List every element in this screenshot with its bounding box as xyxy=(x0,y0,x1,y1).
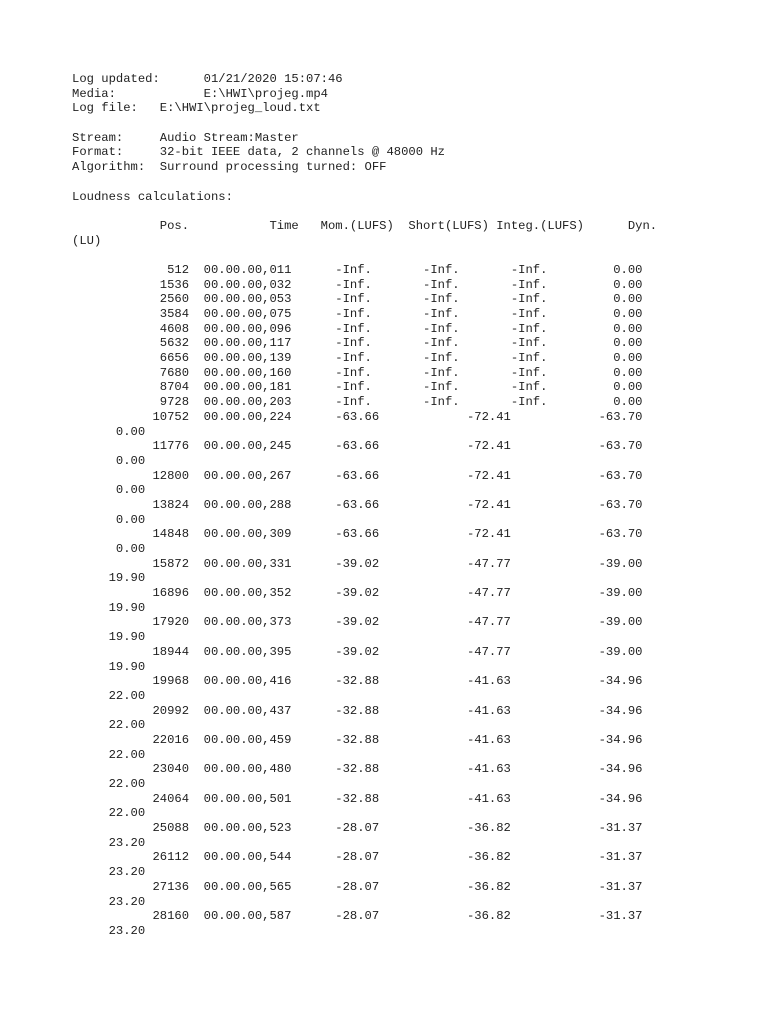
table-line-wrap: 0.00 xyxy=(72,483,146,498)
table-line: 9728 00.00.00,203 -Inf. -Inf. -Inf. 0.00 xyxy=(72,395,643,410)
table-line-wrap: 0.00 xyxy=(72,542,146,556)
table-line: 3584 00.00.00,075 -Inf. -Inf. -Inf. 0.00 xyxy=(72,307,643,321)
table-line-wrap: 19.90 xyxy=(72,630,146,645)
table-line-wrap: 23.20 xyxy=(72,835,146,850)
table-line: 28160 00.00.00,587 -28.07 -36.82 -31.37 xyxy=(72,909,643,924)
log-file-line: Log file: E:\HWI\projeg_loud.txt xyxy=(72,101,321,116)
table-line: 512 00.00.00,011 -Inf. -Inf. -Inf. 0.00 xyxy=(72,262,643,277)
table-line: 12800 00.00.00,267 -63.66 -72.41 -63.70 xyxy=(72,468,643,483)
log-document xyxy=(72,72,712,968)
blank-line xyxy=(72,204,712,219)
table-line-wrap: 0.00 xyxy=(72,453,146,468)
table-line: 24064 00.00.00,501 -32.88 -41.63 -34.96 xyxy=(72,791,643,806)
table-line-wrap: 0.00 xyxy=(72,512,146,527)
table-line: 4608 00.00.00,096 -Inf. -Inf. -Inf. 0.00 xyxy=(72,321,643,336)
table-line-wrap: 23.20 xyxy=(72,894,146,909)
table-line-wrap: 19.90 xyxy=(72,571,146,586)
table-line-wrap: 22.00 xyxy=(72,806,146,821)
stream-line: Stream: Audio Stream:Master xyxy=(72,130,299,145)
table-line: 11776 00.00.00,245 -63.66 -72.41 -63.70 xyxy=(72,439,643,454)
table-line: 22016 00.00.00,459 -32.88 -41.63 -34.96 xyxy=(72,732,643,747)
table-line: 8704 00.00.00,181 -Inf. -Inf. -Inf. 0.00 xyxy=(72,380,643,395)
table-line-wrap: 22.00 xyxy=(72,688,146,703)
table-line: 15872 00.00.00,331 -39.02 -47.77 -39.00 xyxy=(72,556,643,571)
blank-line xyxy=(72,248,712,263)
table-line: 7680 00.00.00,160 -Inf. -Inf. -Inf. 0.00 xyxy=(72,365,643,380)
table-line: 25088 00.00.00,523 -28.07 -36.82 -31.37 xyxy=(72,821,643,836)
table-line: 14848 00.00.00,309 -63.66 -72.41 -63.70 xyxy=(72,527,643,542)
table-line-wrap: 23.20 xyxy=(72,923,146,938)
table-line-wrap: 22.00 xyxy=(72,718,146,733)
format-line: Format: 32-bit IEEE data, 2 channels @ 48000 Hz xyxy=(72,145,445,160)
table-line-wrap: 22.00 xyxy=(72,777,146,791)
section-title: Loudness calculations: xyxy=(72,189,233,204)
table-line: 20992 00.00.00,437 -32.88 -41.63 -34.96 xyxy=(72,703,643,718)
table-line: 17920 00.00.00,373 -39.02 -47.77 -39.00 xyxy=(72,615,643,630)
log-updated-line: Log updated: 01/21/2020 15:07:46 xyxy=(72,72,343,86)
table-line-wrap: 19.90 xyxy=(72,659,146,674)
table-line: 1536 00.00.00,032 -Inf. -Inf. -Inf. 0.00 xyxy=(72,277,643,292)
table-line: 6656 00.00.00,139 -Inf. -Inf. -Inf. 0.00 xyxy=(72,351,643,366)
table-line: 5632 00.00.00,117 -Inf. -Inf. -Inf. 0.00 xyxy=(72,336,643,351)
table-line-wrap: 0.00 xyxy=(72,424,146,439)
table-line: 16896 00.00.00,352 -39.02 -47.77 -39.00 xyxy=(72,586,643,601)
algorithm-line: Algorithm: Surround processing turned: OFF xyxy=(72,160,387,175)
blank-line xyxy=(72,116,712,131)
table-line: 18944 00.00.00,395 -39.02 -47.77 -39.00 xyxy=(72,644,643,659)
table-line-wrap: 19.90 xyxy=(72,600,146,615)
table-line xyxy=(72,939,712,954)
table-line-wrap: 23.20 xyxy=(72,865,146,880)
table-line: 23040 00.00.00,480 -32.88 -41.63 -34.96 xyxy=(72,762,643,777)
table-line-wrap: 22.00 xyxy=(72,747,146,762)
table-line: 2560 00.00.00,053 -Inf. -Inf. -Inf. 0.00 xyxy=(72,292,643,307)
table-line: 10752 00.00.00,224 -63.66 -72.41 -63.70 xyxy=(72,409,643,424)
blank-line xyxy=(72,175,712,190)
table-header-unit-line: (LU) xyxy=(72,233,102,248)
media-line: Media: E:\HWI\projeg.mp4 xyxy=(72,86,328,101)
table-line: 19968 00.00.00,416 -32.88 -41.63 -34.96 xyxy=(72,674,643,689)
table-line: 26112 00.00.00,544 -28.07 -36.82 -31.37 xyxy=(72,850,643,865)
table-line-wrap xyxy=(72,953,712,968)
table-line: 27136 00.00.00,565 -28.07 -36.82 -31.37 xyxy=(72,879,643,894)
table-line: 13824 00.00.00,288 -63.66 -72.41 -63.70 xyxy=(72,497,643,512)
table-header-line: Pos. Time Mom.(LUFS) Short(LUFS) Integ.(LUFS) Dyn. xyxy=(72,218,658,233)
